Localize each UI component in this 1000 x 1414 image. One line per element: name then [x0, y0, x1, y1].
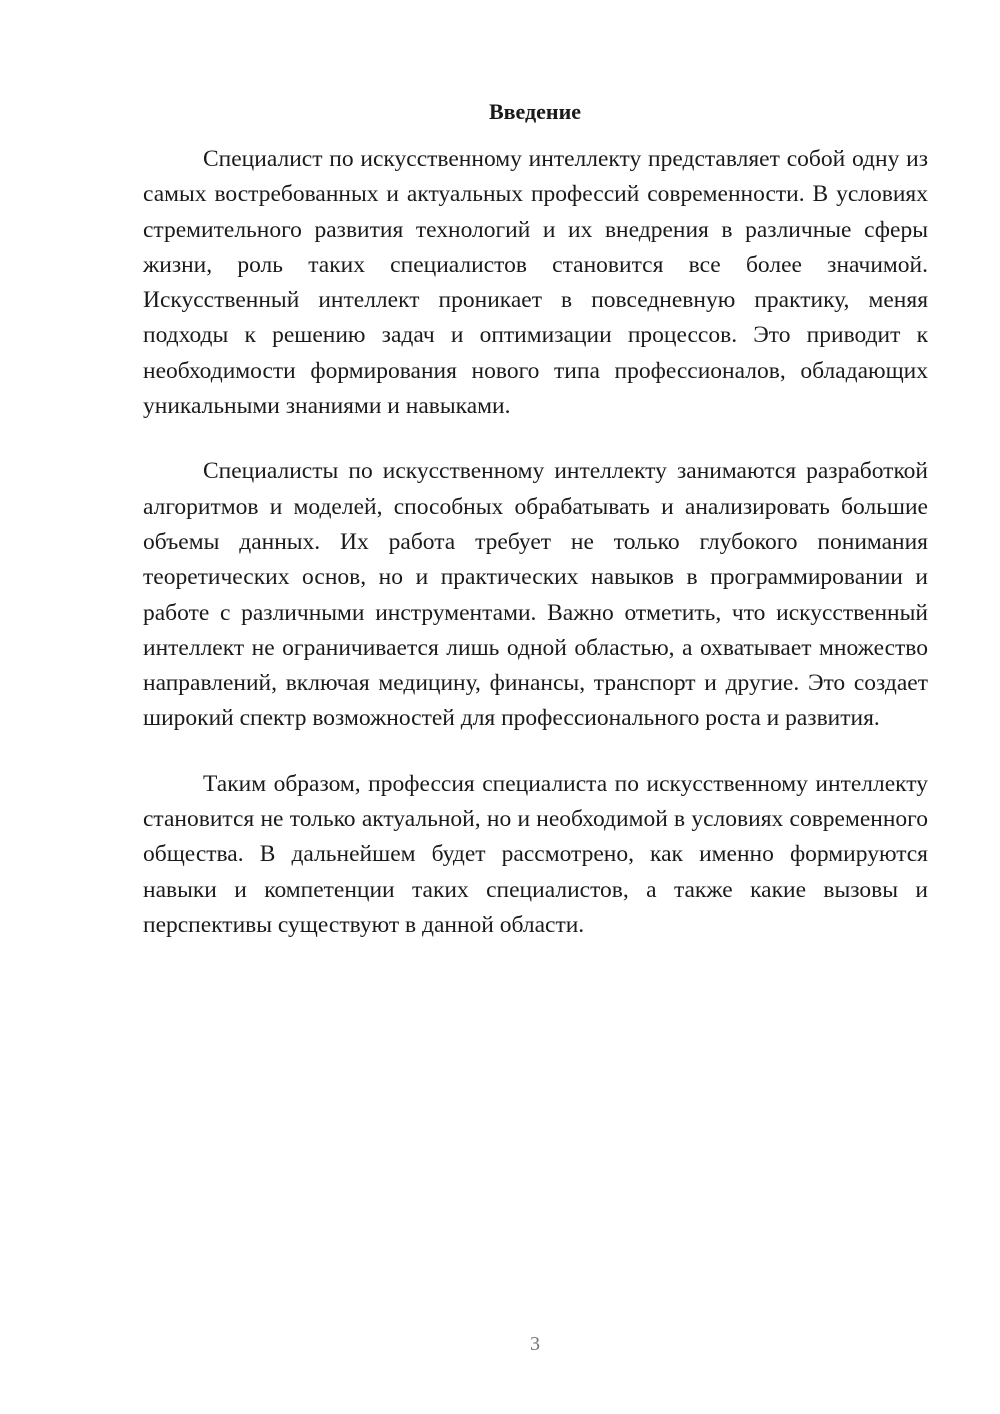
paragraph-3: Таким образом, профессия специалиста по искусственному интеллекту становится не только актуальной, но и необходимой в условиях современного общества. В дальнейшем будет рассмотрено, как именно формируются навыки и компетенции таких специалистов, а также какие вызовы и перспективы существуют в данной области. — [143, 770, 928, 938]
body-text — [143, 142, 928, 973]
section-title: Введение — [488, 99, 582, 124]
paragraph-1: Специалист по искусственному интеллекту представляет собой одну из самых востребованных и актуальных профессий современности. В условиях стремительного развития технологий и их внедрения в различные сферы жизни, роль таких специалистов становится все более значимой. Искусственный интеллект проникает в повседневную практику, меняя подходы к решению задач и оптимизации процессов. Это приводит к необходимости формирования нового типа профессионалов, обладающих уникальными знаниями и навыками. — [143, 146, 928, 420]
page-number: 3 — [530, 1333, 540, 1355]
paragraph-2: Специалисты по искусственному интеллекту занимаются разработкой алгоритмов и моделей, способных обрабатывать и анализировать большие объемы данных. Их работа требует не только глубокого понимания теоретических основ, но и практических навыков в программировании и работе с различными инструментами. Важно отметить, что искусственный интеллект не ограничивается лишь одной областью, а охватывает множество направлений, включая медицину, финансы, транспорт и другие. Это создает широкий спектр возможностей для профессионального роста и развития. — [143, 458, 928, 732]
